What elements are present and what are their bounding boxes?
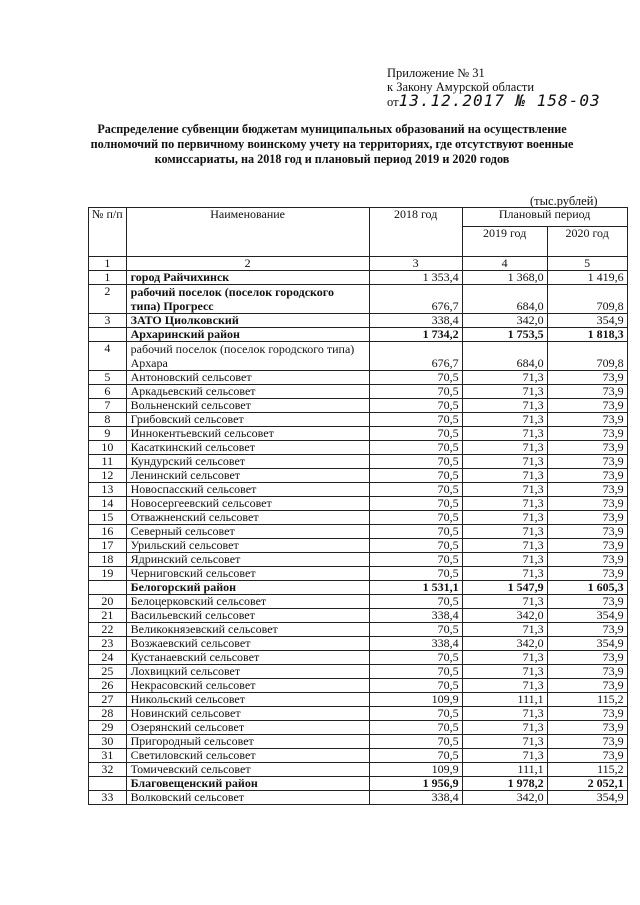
row-name: Грибовский сельсовет (126, 413, 369, 427)
value-2020: 115,2 (547, 763, 627, 777)
row-number: 4 (89, 342, 127, 371)
value-2020: 73,9 (547, 553, 627, 567)
table-row (89, 285, 628, 314)
value-2020: 1 605,3 (547, 581, 627, 595)
value-2020: 354,9 (547, 637, 627, 651)
value-2018: 70,5 (369, 483, 462, 497)
value-2018: 70,5 (369, 749, 462, 763)
subsidy-table (88, 207, 628, 805)
row-number: 3 (89, 314, 127, 328)
table-row (89, 413, 628, 427)
value-2020: 354,9 (547, 791, 627, 805)
value-2020: 73,9 (547, 469, 627, 483)
value-2020: 709,8 (547, 285, 627, 314)
value-2018: 70,5 (369, 399, 462, 413)
table-row (89, 567, 628, 581)
row-number: 14 (89, 497, 127, 511)
value-2019: 71,3 (462, 721, 547, 735)
value-2018: 1 734,2 (369, 328, 462, 342)
value-2019: 71,3 (462, 749, 547, 763)
value-2019: 71,3 (462, 679, 547, 693)
row-number: 23 (89, 637, 127, 651)
row-name: Благовещенский район (126, 777, 369, 791)
row-name: Аркадьевский сельсовет (126, 385, 369, 399)
district-total-row (89, 328, 628, 342)
value-2019: 71,3 (462, 511, 547, 525)
row-name: Новинский сельсовет (126, 707, 369, 721)
row-number: 18 (89, 553, 127, 567)
value-2019: 111,1 (462, 693, 547, 707)
row-name: Отважненский сельсовет (126, 511, 369, 525)
value-2018: 70,5 (369, 553, 462, 567)
row-number: 5 (89, 371, 127, 385)
value-2019: 1 547,9 (462, 581, 547, 595)
value-2018: 70,5 (369, 427, 462, 441)
unit-label: (тыс.рублей) (530, 194, 598, 208)
row-number (89, 777, 127, 791)
row-number: 30 (89, 735, 127, 749)
row-name: Кустанаевский сельсовет (126, 651, 369, 665)
value-2020: 73,9 (547, 399, 627, 413)
value-2018: 338,4 (369, 314, 462, 328)
value-2018: 70,5 (369, 735, 462, 749)
value-2019: 71,3 (462, 413, 547, 427)
value-2019: 342,0 (462, 637, 547, 651)
row-number: 6 (89, 385, 127, 399)
value-2020: 73,9 (547, 483, 627, 497)
col-number: 5 (547, 257, 627, 271)
table-row (89, 693, 628, 707)
row-number: 1 (89, 271, 127, 285)
value-2020: 73,9 (547, 511, 627, 525)
table-row (89, 314, 628, 328)
district-total-row (89, 777, 628, 791)
table-row (89, 399, 628, 413)
row-name: Белогорский район (126, 581, 369, 595)
value-2018: 338,4 (369, 791, 462, 805)
value-2020: 73,9 (547, 413, 627, 427)
table-row (89, 441, 628, 455)
value-2020: 354,9 (547, 314, 627, 328)
value-2019: 342,0 (462, 609, 547, 623)
value-2020: 73,9 (547, 371, 627, 385)
value-2018: 70,5 (369, 511, 462, 525)
value-2018: 70,5 (369, 455, 462, 469)
row-name: Северный сельсовет (126, 525, 369, 539)
table-row (89, 385, 628, 399)
value-2018: 70,5 (369, 665, 462, 679)
row-number: 25 (89, 665, 127, 679)
value-2019: 71,3 (462, 483, 547, 497)
row-name: Ядринский сельсовет (126, 553, 369, 567)
value-2018: 70,5 (369, 651, 462, 665)
table-row (89, 651, 628, 665)
appendix-number: Приложение № 31 (387, 66, 485, 80)
value-2019: 71,3 (462, 427, 547, 441)
value-2020: 1 419,6 (547, 271, 627, 285)
value-2020: 1 818,3 (547, 328, 627, 342)
value-2019: 71,3 (462, 553, 547, 567)
value-2018: 70,5 (369, 567, 462, 581)
row-number: 13 (89, 483, 127, 497)
value-2019: 71,3 (462, 455, 547, 469)
row-name: Светиловский сельсовет (126, 749, 369, 763)
row-number: 7 (89, 399, 127, 413)
value-2019: 71,3 (462, 567, 547, 581)
appendix-header (387, 66, 601, 109)
row-number: 31 (89, 749, 127, 763)
value-2020: 73,9 (547, 539, 627, 553)
value-2020: 73,9 (547, 427, 627, 441)
row-number: 20 (89, 595, 127, 609)
value-2019: 111,1 (462, 763, 547, 777)
row-number: 26 (89, 679, 127, 693)
row-name: Никольский сельсовет (126, 693, 369, 707)
col-header-2019: 2019 год (462, 227, 547, 257)
row-name: Волковский сельсовет (126, 791, 369, 805)
row-name: Белоцерковский сельсовет (126, 595, 369, 609)
row-number: 12 (89, 469, 127, 483)
value-2020: 73,9 (547, 567, 627, 581)
row-name: Антоновский сельсовет (126, 371, 369, 385)
table-row (89, 497, 628, 511)
table-row (89, 342, 628, 371)
value-2020: 73,9 (547, 749, 627, 763)
row-number: 15 (89, 511, 127, 525)
value-2020: 73,9 (547, 623, 627, 637)
from-prefix: от (387, 95, 399, 109)
row-name: Вольненский сельсовет (126, 399, 369, 413)
table-row (89, 665, 628, 679)
table-row (89, 539, 628, 553)
row-name: Возжаевский сельсовет (126, 637, 369, 651)
table-row (89, 721, 628, 735)
value-2019: 71,3 (462, 665, 547, 679)
value-2019: 71,3 (462, 371, 547, 385)
value-2019: 71,3 (462, 539, 547, 553)
row-name: Урильский сельсовет (126, 539, 369, 553)
value-2019: 71,3 (462, 469, 547, 483)
row-name: Некрасовский сельсовет (126, 679, 369, 693)
row-name: Ленинский сельсовет (126, 469, 369, 483)
row-name: Архаринский район (126, 328, 369, 342)
row-number: 24 (89, 651, 127, 665)
value-2018: 338,4 (369, 637, 462, 651)
value-2020: 73,9 (547, 525, 627, 539)
row-number (89, 328, 127, 342)
table-body (89, 271, 628, 805)
value-2018: 70,5 (369, 497, 462, 511)
value-2020: 73,9 (547, 595, 627, 609)
value-2019: 1 368,0 (462, 271, 547, 285)
row-number: 29 (89, 721, 127, 735)
value-2020: 73,9 (547, 651, 627, 665)
district-total-row (89, 581, 628, 595)
value-2018: 109,9 (369, 693, 462, 707)
value-2018: 1 353,4 (369, 271, 462, 285)
value-2020: 73,9 (547, 441, 627, 455)
row-name: Новосергеевский сельсовет (126, 497, 369, 511)
row-number: 8 (89, 413, 127, 427)
row-name: Озерянский сельсовет (126, 721, 369, 735)
value-2020: 73,9 (547, 497, 627, 511)
row-number: 2 (89, 285, 127, 314)
value-2019: 71,3 (462, 497, 547, 511)
table-row (89, 735, 628, 749)
value-2019: 684,0 (462, 285, 547, 314)
table-row (89, 525, 628, 539)
law-date-line (387, 91, 601, 110)
value-2020: 73,9 (547, 707, 627, 721)
row-name: рабочий поселок (поселок городского типа) Архара (126, 342, 369, 371)
table-row (89, 553, 628, 567)
row-number: 16 (89, 525, 127, 539)
value-2018: 109,9 (369, 763, 462, 777)
row-name: рабочий поселок (поселок городского типа) Прогресс (126, 285, 369, 314)
value-2019: 342,0 (462, 314, 547, 328)
value-2020: 73,9 (547, 455, 627, 469)
value-2020: 354,9 (547, 609, 627, 623)
row-name: Кундурский сельсовет (126, 455, 369, 469)
value-2020: 2 052,1 (547, 777, 627, 791)
value-2020: 73,9 (547, 665, 627, 679)
table-row (89, 469, 628, 483)
value-2018: 70,5 (369, 413, 462, 427)
table-row (89, 595, 628, 609)
table-row (89, 455, 628, 469)
table-row (89, 511, 628, 525)
col-number: 1 (89, 257, 127, 271)
table-row (89, 791, 628, 805)
value-2018: 70,5 (369, 385, 462, 399)
document-title: Распределение субвенции бюджетам муниципальных образований на осуществление полномочий по первичному воинскому учету на территориях, где отсутствуют военные комиссариаты, на 2018 год и плановый период 2019 и 2020 годов (90, 122, 574, 166)
value-2019: 71,3 (462, 623, 547, 637)
law-reference: к Закону Амурской области (387, 80, 535, 94)
table-header-row (89, 208, 628, 227)
row-number: 17 (89, 539, 127, 553)
row-number: 27 (89, 693, 127, 707)
value-2018: 70,5 (369, 679, 462, 693)
table-row (89, 679, 628, 693)
table-row (89, 623, 628, 637)
value-2018: 676,7 (369, 342, 462, 371)
value-2018: 1 531,1 (369, 581, 462, 595)
value-2018: 70,5 (369, 539, 462, 553)
table-row (89, 427, 628, 441)
col-header-plan: Плановый период (462, 208, 627, 227)
value-2018: 70,5 (369, 595, 462, 609)
table-row (89, 707, 628, 721)
row-name: Новоспасский сельсовет (126, 483, 369, 497)
row-number: 22 (89, 623, 127, 637)
col-header-name: Наименование (126, 208, 369, 257)
value-2019: 71,3 (462, 651, 547, 665)
row-name: Иннокентьевский сельсовет (126, 427, 369, 441)
row-number: 21 (89, 609, 127, 623)
value-2018: 70,5 (369, 721, 462, 735)
row-number (89, 581, 127, 595)
value-2018: 1 956,9 (369, 777, 462, 791)
row-name: ЗАТО Циолковский (126, 314, 369, 328)
row-name: Томичевский сельсовет (126, 763, 369, 777)
value-2019: 71,3 (462, 707, 547, 721)
row-number: 33 (89, 791, 127, 805)
row-number: 28 (89, 707, 127, 721)
col-number: 3 (369, 257, 462, 271)
value-2020: 115,2 (547, 693, 627, 707)
value-2018: 70,5 (369, 623, 462, 637)
value-2019: 71,3 (462, 735, 547, 749)
table-row (89, 749, 628, 763)
row-name: Васильевский сельсовет (126, 609, 369, 623)
table-row (89, 637, 628, 651)
col-header-2020: 2020 год (547, 227, 627, 257)
value-2019: 342,0 (462, 791, 547, 805)
value-2018: 70,5 (369, 469, 462, 483)
row-name: Великокнязевский сельсовет (126, 623, 369, 637)
row-number: 11 (89, 455, 127, 469)
value-2018: 70,5 (369, 441, 462, 455)
row-number: 19 (89, 567, 127, 581)
table-row (89, 763, 628, 777)
value-2018: 676,7 (369, 285, 462, 314)
row-name: Лохвицкий сельсовет (126, 665, 369, 679)
value-2018: 70,5 (369, 707, 462, 721)
value-2018: 338,4 (369, 609, 462, 623)
value-2020: 709,8 (547, 342, 627, 371)
table-row (89, 271, 628, 285)
value-2018: 70,5 (369, 371, 462, 385)
row-number: 32 (89, 763, 127, 777)
col-header-2018: 2018 год (369, 208, 462, 257)
value-2019: 1 978,2 (462, 777, 547, 791)
col-number: 4 (462, 257, 547, 271)
value-2019: 71,3 (462, 441, 547, 455)
table-row (89, 483, 628, 497)
value-2019: 71,3 (462, 399, 547, 413)
handwritten-date-number: 13.12.2017 № 158-03 (398, 91, 601, 110)
row-name: Касаткинский сельсовет (126, 441, 369, 455)
value-2020: 73,9 (547, 735, 627, 749)
value-2019: 1 753,5 (462, 328, 547, 342)
col-header-num: № п/п (89, 208, 127, 257)
row-number: 9 (89, 427, 127, 441)
table-row (89, 371, 628, 385)
col-number: 2 (126, 257, 369, 271)
value-2019: 71,3 (462, 525, 547, 539)
row-name: Черниговский сельсовет (126, 567, 369, 581)
value-2020: 73,9 (547, 721, 627, 735)
value-2019: 71,3 (462, 595, 547, 609)
row-name: Пригородный сельсовет (126, 735, 369, 749)
row-name: город Райчихинск (126, 271, 369, 285)
value-2019: 684,0 (462, 342, 547, 371)
table-row (89, 609, 628, 623)
row-number: 10 (89, 441, 127, 455)
value-2019: 71,3 (462, 385, 547, 399)
value-2020: 73,9 (547, 385, 627, 399)
value-2020: 73,9 (547, 679, 627, 693)
column-number-row (89, 257, 628, 271)
value-2018: 70,5 (369, 525, 462, 539)
